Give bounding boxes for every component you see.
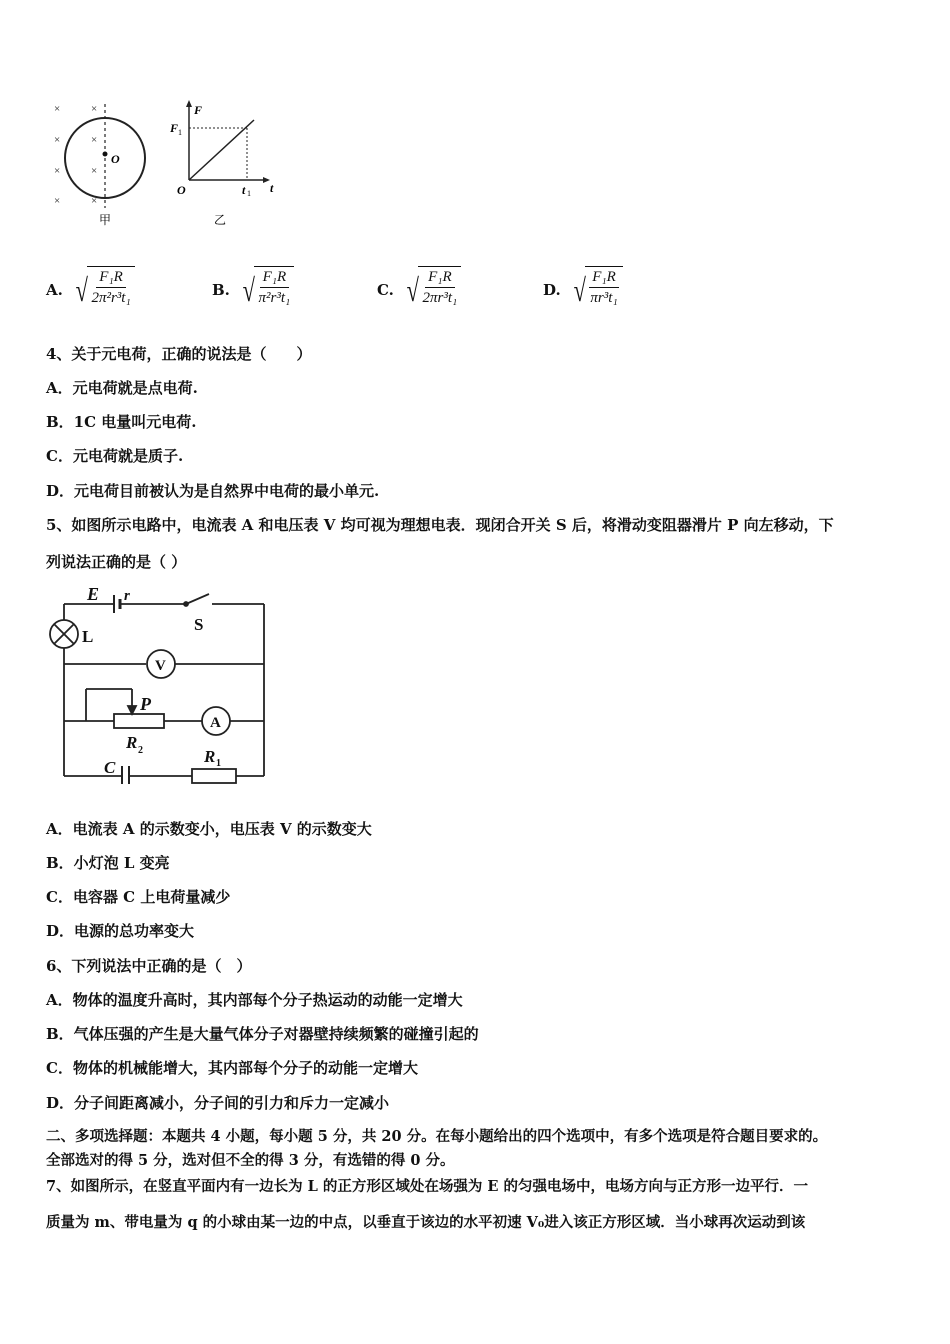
f-t-line (189, 120, 254, 180)
switch-blade (186, 594, 209, 604)
radical-sign: √ (573, 272, 586, 308)
sqrt-expression (404, 266, 461, 314)
label-R1-sub: 1 (216, 758, 221, 769)
q5-option-a[interactable]: A．电流表 A 的示数变小，电压表 V 的示数变大 (46, 820, 372, 838)
axis-f1-sub: 1 (178, 128, 182, 137)
q4-option-b[interactable]: B．1C 电量叫元电荷. (46, 413, 197, 431)
cross-mark: × (54, 195, 61, 207)
f-axis-arrow (186, 100, 192, 107)
label-R2-sub: 2 (138, 745, 143, 756)
numerator: F₁R (96, 269, 126, 288)
q6-option-c[interactable]: C．物体的机械能增大，其内部每个分子的动能一定增大 (46, 1059, 418, 1077)
cross-mark: × (54, 134, 61, 146)
axis-t1-label: t (242, 183, 246, 197)
q6-option-d[interactable]: D．分子间距离减小，分子间的引力和斥力一定减小 (46, 1094, 390, 1112)
option-label: D. (543, 281, 561, 299)
label-E: E (87, 584, 100, 604)
cross-mark: × (54, 165, 61, 177)
axis-f1-label: F (170, 121, 179, 135)
axis-f-label: F (194, 103, 203, 117)
section2-line2: 全部选对的得 5 分，选对但不全的得 3 分，有选错的得 0 分。 (46, 1152, 455, 1169)
q7-line1: 7、如图所示，在竖直平面内有一边长为 L 的正方形区域处在场强为 E 的匀强电场中，电场方向与正方形一边平行．一 (46, 1178, 809, 1195)
option-label: A. (46, 281, 63, 299)
fraction (87, 266, 134, 314)
figure-jia-yi (46, 96, 296, 236)
fraction (585, 266, 623, 314)
q5-stem-line2: 列说法正确的是（ ） (46, 553, 187, 571)
resistor-r1 (192, 769, 236, 783)
cross-mark: × (91, 103, 98, 115)
label-L: L (82, 627, 94, 646)
q6-option-a[interactable]: A．物体的温度升高时，其内部每个分子热运动的动能一定增大 (46, 991, 463, 1009)
numerator: F₁R (425, 269, 455, 288)
label-R2: R (126, 733, 138, 752)
label-C: C (104, 758, 116, 777)
cross-mark: × (91, 134, 98, 146)
option-label: B. (212, 281, 230, 299)
radical-sign: √ (75, 272, 88, 308)
radical-sign: √ (406, 272, 419, 308)
denominator: 2πr³t₁ (422, 290, 458, 306)
section2-line1: 二、多项选择题：本题共 4 小题，每小题 5 分，共 20 分。在每小题给出的四个选项中，有多个选项是符合题目要求的。 (46, 1128, 828, 1145)
radical-sign: √ (242, 272, 255, 308)
label-r: r (124, 588, 130, 604)
denominator: 2π²r³t₁ (91, 290, 131, 306)
label-P: P (140, 694, 151, 714)
option-label: C. (377, 281, 394, 299)
axis-origin-label: O (177, 183, 186, 197)
q3-option-d[interactable] (543, 262, 623, 318)
axis-t-label: t (270, 181, 274, 195)
label-S: S (194, 615, 204, 634)
slider-arrow (128, 706, 136, 714)
q7-line2: 质量为 m、带电量为 q 的小球由某一边的中点，以垂直于该边的水平初速 V₀进入该正方形区域．当小球再次运动到该 (46, 1214, 806, 1231)
q5-option-d[interactable]: D．电源的总功率变大 (46, 922, 195, 940)
cross-mark: × (91, 165, 98, 177)
q4-option-a[interactable]: A．元电荷就是点电荷. (46, 379, 198, 397)
numerator: F₁R (589, 269, 619, 288)
q6-option-b[interactable]: B．气体压强的产生是大量气体分子对器壁持续频繁的碰撞引起的 (46, 1025, 479, 1043)
magnetic-field-crosses (54, 103, 97, 207)
numerator: F₁R (260, 269, 290, 288)
q4-stem: 4、关于元电荷，正确的说法是（ ） (46, 345, 312, 363)
jia-label: 甲 (99, 213, 112, 227)
q5-option-c[interactable]: C．电容器 C 上电荷量减少 (46, 888, 231, 906)
center-dot (103, 152, 108, 157)
q5-stem-line1: 5、如图所示电路中，电流表 A 和电压表 V 均可视为理想电表．现闭合开关 S 后，将滑动变阻器滑片 P 向左移动，下 (46, 516, 834, 534)
q3-options (46, 262, 746, 318)
q4-option-c[interactable]: C．元电荷就是质子. (46, 447, 184, 465)
rheostat-r2 (114, 714, 164, 728)
denominator: πr³t₁ (590, 290, 618, 306)
q3-option-b[interactable] (212, 262, 294, 318)
center-label: O (111, 152, 120, 166)
denominator: π²r³t₁ (258, 290, 291, 306)
label-A: A (210, 715, 221, 731)
fraction (418, 266, 461, 314)
q3-option-c[interactable] (377, 262, 461, 318)
sqrt-expression (240, 266, 294, 314)
cross-mark: × (91, 195, 98, 207)
sqrt-expression (73, 266, 135, 314)
yi-label: 乙 (214, 213, 227, 227)
q4-option-d[interactable]: D．元电荷目前被认为是自然界中电荷的最小单元. (46, 482, 380, 500)
q3-option-a[interactable] (46, 262, 135, 318)
q6-stem: 6、下列说法中正确的是（ ） (46, 957, 252, 975)
label-V: V (155, 658, 166, 674)
circuit-diagram (44, 584, 274, 784)
sqrt-expression (571, 266, 623, 314)
t-axis-arrow (263, 177, 270, 183)
label-R1: R (204, 747, 216, 766)
cross-mark: × (54, 103, 61, 115)
fraction (254, 266, 294, 314)
q5-option-b[interactable]: B．小灯泡 L 变亮 (46, 854, 170, 872)
axis-t1-sub: 1 (247, 189, 251, 198)
